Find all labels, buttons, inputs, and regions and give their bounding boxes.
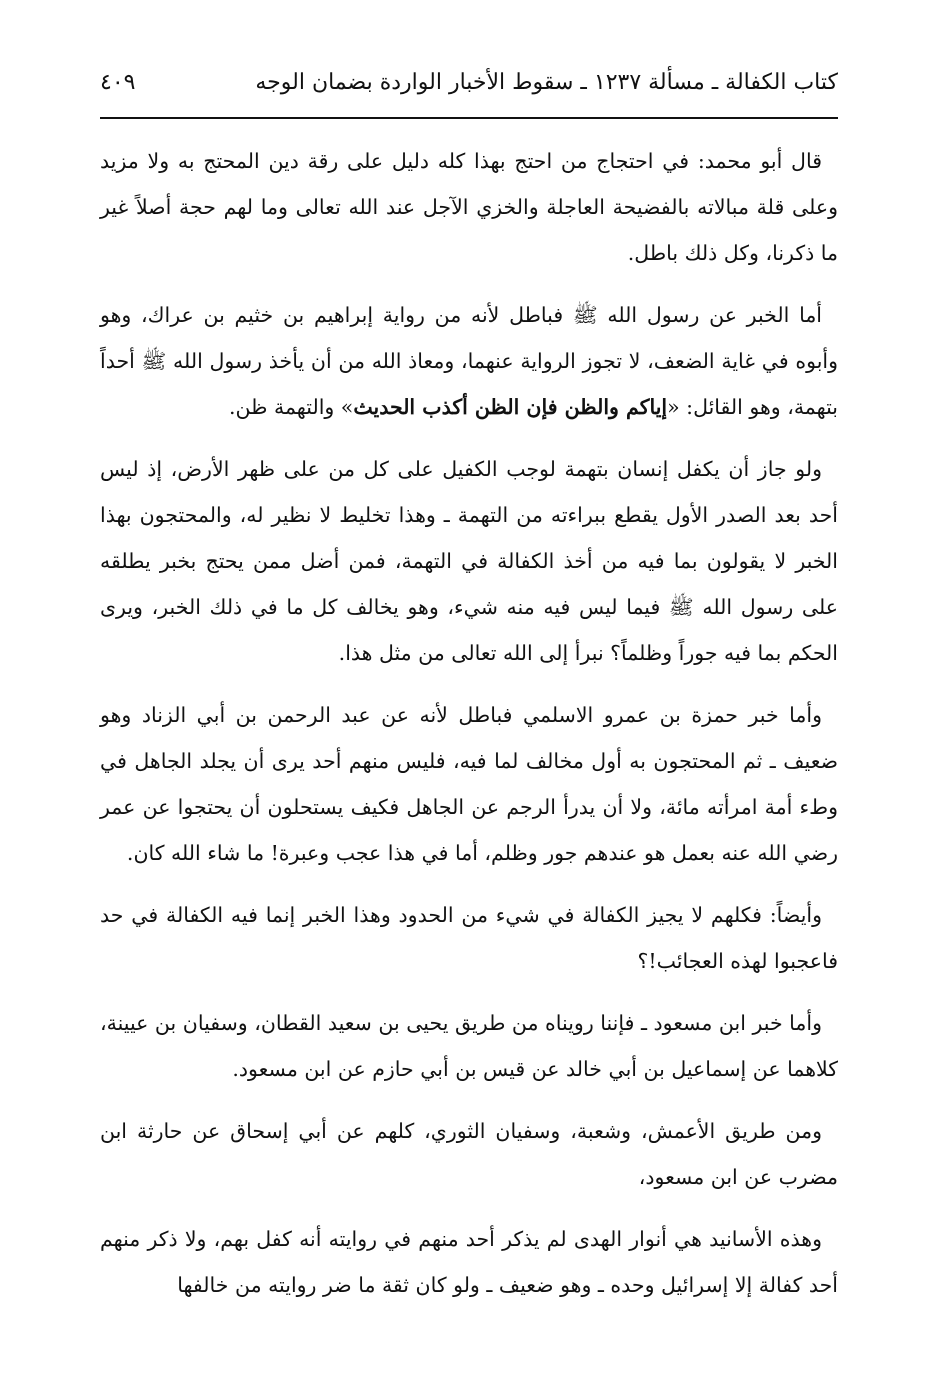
paragraph: وهذه الأسانيد هي أنوار الهدى لم يذكر أحد منهم في روايته أنه كفل بهم، ولا ذكر منهم أحد كفالة إلا إسرائيل وحده ـ وهو ضعيف ـ ولو كان ثقة ما ضر روايته من خالفها — [100, 1227, 838, 1297]
page-number: ٤٠٩ — [100, 69, 136, 95]
hadith-quote: إياكم والظن فإن الظن أكذب الحديث — [353, 395, 668, 419]
paragraph — [100, 292, 838, 430]
paragraph: وأما خبر حمزة بن عمرو الاسلمي فباطل لأنه عن عبد الرحمن بن أبي الزناد وهو ضعيف ـ ثم المحتجون به أول مخالف لما فيه، فليس منهم أحد يرى أن يجلد الجاهل في وطء أمة امرأته مائة، ولا أن يدرأ الرجم عن الجاهل فكيف يستحلون أن يحتجوا عن عمر رضي الله عنه بعمل هو عندهم جور وظلم، أما في هذا عجب وعبرة! ما شاء الله كان. — [100, 703, 838, 865]
paragraph: قال أبو محمد: في احتجاج من احتج بهذا كله دليل على رقة دين المحتج به ولا مزيد وعلى قلة مبالاته بالفضيحة العاجلة والخزي الآجل عند الله تعالى وما لهم حجة أصلاً غير ما ذكرنا، وكل ذلك باطل. — [100, 149, 838, 265]
paragraph-text: » والتهمة ظن. — [229, 395, 354, 419]
paragraph-text: أما الخبر عن رسول الله ﷺ فباطل لأنه من رواية إبراهيم بن خثيم بن عراك، وهو وأبوه في غاية الضعف، لا تجوز الرواية عنهما، ومعاذ الله من أن يأخذ رسول الله ﷺ أحداً بتهمة، وهو القائل: « — [100, 303, 838, 419]
paragraph: وأيضاً: فكلهم لا يجيز الكفالة في شيء من الحدود وهذا الخبر إنما فيه الكفالة في حد فاعجبوا لهذه العجائب!؟ — [100, 903, 838, 973]
paragraph: ومن طريق الأعمش، وشعبة، وسفيان الثوري، كلهم عن أبي إسحاق عن حارثة ابن مضرب عن ابن مسعود، — [100, 1119, 838, 1189]
paragraph: وأما خبر ابن مسعود ـ فإننا رويناه من طريق يحيى بن سعيد القطان، وسفيان بن عيينة، كلاهما عن إسماعيل بن أبي خالد عن قيس بن أبي حازم عن ابن مسعود. — [100, 1011, 838, 1081]
body-text — [100, 138, 838, 1324]
running-header — [100, 62, 838, 102]
header-rule — [100, 117, 838, 119]
header-title: كتاب الكفالة ـ مسألة ١٢٣٧ ـ سقوط الأخبار الواردة بضمان الوجه — [255, 69, 838, 95]
paragraph: ولو جاز أن يكفل إنسان بتهمة لوجب الكفيل على كل من على ظهر الأرض، إذ ليس أحد بعد الصدر الأول يقطع ببراءته من التهمة ـ وهذا تخليط لا نظير له، والمحتجون بهذا الخبر لا يقولون بما فيه من أخذ الكفالة في التهمة، فمن أضل ممن يحتج بخبر يطلقه على رسول الله ﷺ فيما ليس فيه منه شيء، وهو يخالف كل ما في ذلك الخبر، ويرى الحكم بما فيه جوراً وظلماً؟ نبرأ إلى الله تعالى من مثل هذا. — [100, 457, 838, 665]
